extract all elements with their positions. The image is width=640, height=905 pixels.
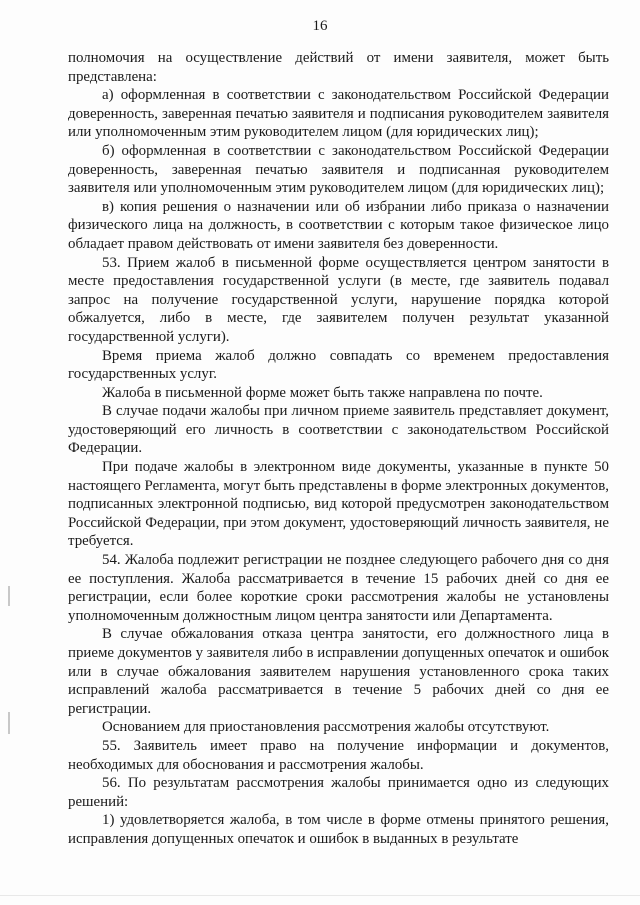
paragraph-reception-time: Время приема жалоб должно совпадать со временем предоставления государственных услуг. (68, 347, 609, 383)
paragraph-item-v: в) копия решения о назначении или об избрании либо приказа о назначении физического лица на должность, в соответствии с которым такое физическое лицо обладает правом действовать от имени заявителя без доверенности. (68, 198, 609, 252)
paragraph-suspension: Основанием для приостановления рассмотрения жалобы отсутствуют. (102, 719, 550, 736)
paragraph-refusal-appeal: В случае обжалования отказа центра занятости, его должностного лица в приеме документов у заявителя либо в исправлении допущенных опечаток и ошибок или в случае обжалования заявителем нарушения установленного срока таких исправлений жалоба рассматривается в течение 5 рабочих дней со дня ее регистрации. (68, 626, 609, 717)
paragraph-56: 56. По результатам рассмотрения жалобы принимается одно из следующих решений: (68, 775, 609, 810)
scan-margin-mark (8, 586, 10, 606)
page-bottom-edge (0, 895, 640, 896)
paragraph-mail: Жалоба в письменной форме может быть также направлена по почте. (102, 384, 543, 401)
paragraph-personal-reception: В случае подачи жалобы при личном приеме заявитель представляет документ, удостоверяющий его личность в соответствии с законодательством Российской Федерации. (68, 403, 609, 457)
page-number: 16 (312, 18, 328, 34)
paragraph-continuation: полномочия на осуществление действий от имени заявителя, может быть представлена: (68, 50, 609, 85)
paragraph-54: 54. Жалоба подлежит регистрации не позднее следующего рабочего дня со дня ее поступления. Жалоба рассматривается в течение 15 рабочих дней со дня ее регистрации, если более короткие сроки рассмотрения жалобы не установлены уполномоченным должностным лицом центра занятости или Департамента. (68, 552, 609, 624)
scan-margin-mark (8, 712, 10, 734)
paragraph-item-a: а) оформленная в соответствии с законодательством Российской Федерации доверенность, заверенная печатью заявителя и подписания руководителем заявителя или уполномоченным этим руководителем лицом (для юридических лиц); (68, 87, 609, 141)
document-body (68, 49, 609, 849)
paragraph-56-item-1: 1) удовлетворяется жалоба, в том числе в форме отмены принятого решения, исправления допущенных опечаток и ошибок в выданных в результате (68, 812, 609, 847)
paragraph-item-b: б) оформленная в соответствии с законодательством Российской Федерации доверенность, заверенная печатью заявителя и подписанная руководителем заявителя или уполномоченным этим руководителем лицом (для юридических лиц); (68, 142, 609, 197)
paragraph-electronic: При подаче жалобы в электронном виде документы, указанные в пункте 50 настоящего Регламента, могут быть представлены в форме электронных документов, подписанных электронной подписью, вид которой предусмотрен законодательством Российской Федерации, при этом документ, удостоверяющий личность заявителя, не требуется. (68, 459, 609, 550)
paragraph-53: 53. Прием жалоб в письменной форме осуществляется центром занятости в месте предоставления государственной услуги (в месте, где заявитель подавал запрос на получение государственной услуги, нарушение порядка которой обжалуется, либо в месте, где заявителем получен результат указанной государственной услуги). (68, 254, 609, 345)
paragraph-55: 55. Заявитель имеет право на получение информации и документов, необходимых для обоснования и рассмотрения жалобы. (68, 737, 609, 773)
